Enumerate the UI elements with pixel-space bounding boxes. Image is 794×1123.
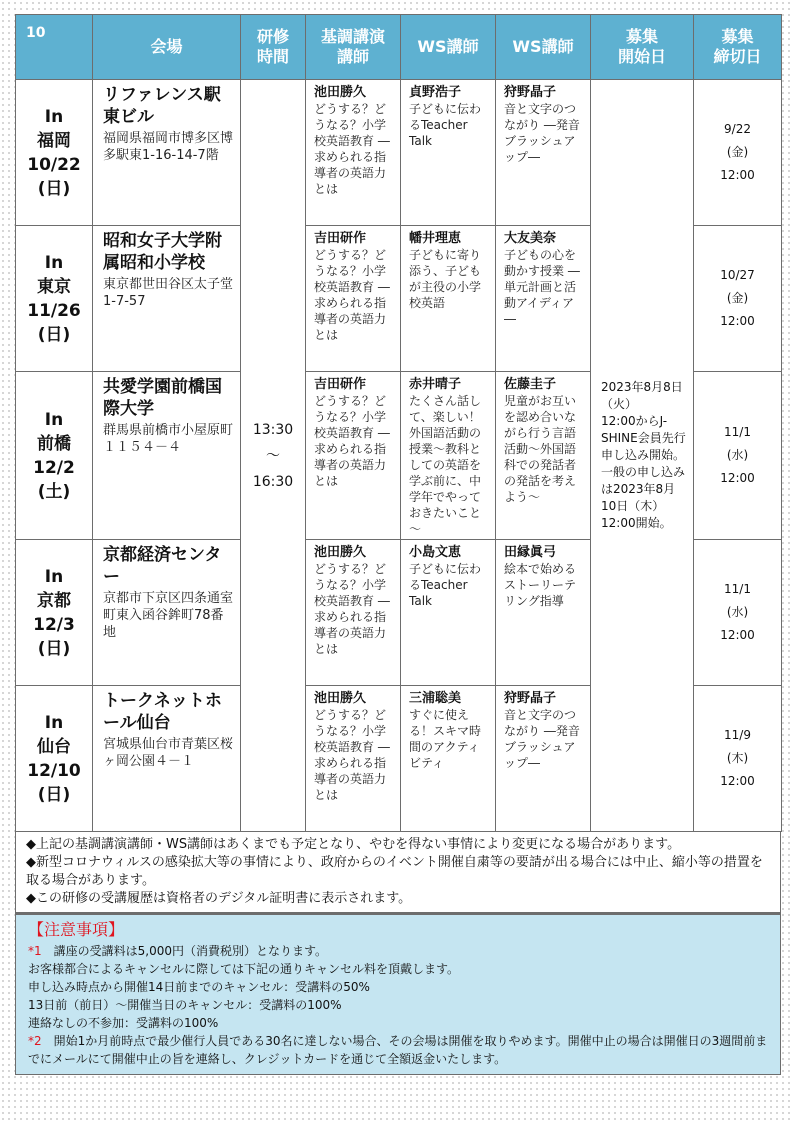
keynote-title: どうする？どうなる？小学校英語教育 ―求められる指導者の英語力とは	[314, 248, 390, 342]
header-start: 募集 開始日	[591, 15, 694, 80]
ws1-speaker: 三浦聡美	[409, 691, 462, 706]
keynote-speaker: 池田勝久	[314, 85, 367, 100]
note-line: ◆この研修の受講履歴は資格者のデジタル証明書に表示されます。	[26, 891, 412, 906]
ws2-speaker: 大友美奈	[504, 231, 557, 246]
venue-cell	[93, 540, 241, 686]
ws2-speaker: 狩野晶子	[504, 85, 557, 100]
ws1-speaker: 貞野浩子	[409, 85, 462, 100]
ws2-cell	[496, 686, 591, 832]
venue-cell	[93, 372, 241, 540]
keynote-speaker: 吉田研作	[314, 231, 367, 246]
caution-text: 講座の受講料は5,000円（消費税別）となります。	[41, 944, 328, 958]
keynote-title: どうする？どうなる？小学校英語教育 ―求められる指導者の英語力とは	[314, 708, 390, 802]
header-deadline: 募集 締切日	[694, 15, 782, 80]
recruit-deadline: 10/27 (金) 12:00	[694, 226, 782, 372]
ws1-speaker: 幡井理恵	[409, 231, 462, 246]
ws1-title: 子どもに伝わるTeacher Talk	[409, 562, 482, 608]
ws2-title: 子どもの心を動かす授業 ―単元計画と活動アイディア―	[504, 248, 580, 326]
ws1-title: たくさん話して、楽しい！外国語活動の授業～教科としての英語を学ぶ前に、中学年でやっておきたいこと～	[409, 394, 482, 536]
schedule-sheet	[15, 14, 781, 1075]
ws2-cell	[496, 540, 591, 686]
footnote-mark: *2	[28, 1034, 42, 1048]
venue-address: 東京都世田谷区太子堂1-7-57	[103, 277, 234, 309]
caution-line: 連絡なしの不参加：受講料の100%	[28, 1016, 219, 1030]
session-place: In 仙台 12/10 (日)	[16, 686, 93, 832]
session-place: In 前橋 12/2 (土)	[16, 372, 93, 540]
keynote-cell	[306, 226, 401, 372]
ws2-title: 音と文字のつながり ―発音ブラッシュアップ―	[504, 708, 580, 770]
venue-name: 京都経済センター	[103, 545, 222, 587]
ws2-speaker: 狩野晶子	[504, 691, 557, 706]
recruit-deadline: 11/1 (水) 12:00	[694, 372, 782, 540]
keynote-speaker: 池田勝久	[314, 691, 367, 706]
caution-line	[28, 1032, 768, 1068]
caution-line: 申し込み時点から開催14日前までのキャンセル：受講料の50%	[28, 980, 370, 994]
caution-box	[15, 913, 781, 1075]
caution-text: 開始1か月前時点で最少催行人員である30名に達しない場合、その会場は開催を取りやめます。開催中止の場合は開催日の3週間前までにメールにて開催中止の旨を連絡し、クレジットカードを通じて全額返金いたします。	[28, 1034, 768, 1066]
header-keynote: 基調講演 講師	[306, 15, 401, 80]
header-ws2: WS講師	[496, 15, 591, 80]
ws1-speaker: 小島文恵	[409, 545, 462, 560]
ws1-cell	[401, 80, 496, 226]
notes-box	[15, 832, 781, 913]
keynote-speaker: 池田勝久	[314, 545, 367, 560]
venue-name: トークネットホール仙台	[103, 691, 222, 733]
note-line: ◆新型コロナウィルスの感染拡大等の事情により、政府からのイベント開催自粛等の要請が出る場合には中止、縮小等の措置を取る場合があります。	[26, 855, 763, 888]
table-header-row	[16, 15, 782, 80]
venue-address: 京都市下京区四条通室町東入函谷鉾町78番地	[103, 591, 234, 640]
caution-title: 【注意事項】	[28, 920, 125, 939]
caution-line: 13日前（前日）～開催当日のキャンセル：受講料の100%	[28, 998, 342, 1012]
ws2-speaker: 佐藤圭子	[504, 377, 557, 392]
venue-cell	[93, 80, 241, 226]
recruit-start: 2023年8月8日（火） 12:00からJ-SHINE会員先行申し込み開始。 一般の申し込みは2023年8月10日（木） 12:00開始。	[591, 80, 694, 832]
header-time: 研修 時間	[241, 15, 306, 80]
keynote-speaker: 吉田研作	[314, 377, 367, 392]
keynote-cell	[306, 372, 401, 540]
ws1-title: 子どもに伝わるTeacher Talk	[409, 102, 482, 148]
venue-name: 共愛学園前橋国際大学	[103, 377, 222, 419]
recruit-deadline: 11/9 (木) 12:00	[694, 686, 782, 832]
ws2-cell	[496, 226, 591, 372]
venue-address: 福岡県福岡市博多区博多駅東1-16-14-7階	[103, 131, 234, 163]
footnote-mark: *1	[28, 944, 42, 958]
ws2-title: 音と文字のつながり ―発音ブラッシュアップ―	[504, 102, 580, 164]
keynote-cell	[306, 80, 401, 226]
ws2-title: 絵本で始めるストーリーテリング指導	[504, 562, 577, 608]
venue-name: リファレンス駅東ビル	[103, 85, 221, 127]
ws1-title: すぐに使える！スキマ時間のアクティビティ	[409, 708, 482, 770]
recruit-deadline: 11/1 (水) 12:00	[694, 540, 782, 686]
session-place: In 福岡 10/22 (日)	[16, 80, 93, 226]
keynote-title: どうする？どうなる？小学校英語教育 ―求められる指導者の英語力とは	[314, 102, 390, 196]
session-place: In 京都 12/3 (日)	[16, 540, 93, 686]
ws1-speaker: 赤井晴子	[409, 377, 462, 392]
note-line: ◆上記の基調講演講師・WS講師はあくまでも予定となり、やむを得ない事情により変更になる場合があります。	[26, 837, 681, 852]
keynote-cell	[306, 686, 401, 832]
header-ws1: WS講師	[401, 15, 496, 80]
session-place: In 東京 11/26 (日)	[16, 226, 93, 372]
ws2-speaker: 田縁眞弓	[504, 545, 557, 560]
header-venue: 会場	[93, 15, 241, 80]
ws1-cell	[401, 540, 496, 686]
ws1-cell	[401, 226, 496, 372]
table-row	[16, 80, 782, 226]
ws2-cell	[496, 372, 591, 540]
caution-line: お客様都合によるキャンセルに際しては下記の通りキャンセル料を頂戴します。	[28, 962, 460, 976]
keynote-title: どうする？どうなる？小学校英語教育 ―求められる指導者の英語力とは	[314, 562, 390, 656]
keynote-cell	[306, 540, 401, 686]
venue-cell	[93, 686, 241, 832]
ws2-cell	[496, 80, 591, 226]
header-number: 10	[16, 15, 93, 80]
venue-cell	[93, 226, 241, 372]
ws1-title: 子どもに寄り添う、子どもが主役の小学校英語	[409, 248, 482, 310]
ws1-cell	[401, 372, 496, 540]
venue-address: 群馬県前橋市小屋原町１１５４－４	[103, 423, 234, 455]
keynote-title: どうする？どうなる？小学校英語教育 ―求められる指導者の英語力とは	[314, 394, 390, 488]
caution-line	[28, 942, 768, 960]
ws1-cell	[401, 686, 496, 832]
venue-name: 昭和女子大学附属昭和小学校	[103, 231, 222, 273]
venue-address: 宮城県仙台市青葉区桜ヶ岡公園４－１	[103, 737, 234, 769]
training-time: 13:30 ～ 16:30	[241, 80, 306, 832]
ws2-title: 児童がお互いを認め合いながら行う言語活動～外国語科での発話者の発話を考えよう～	[504, 394, 577, 504]
schedule-table	[15, 14, 782, 832]
recruit-deadline: 9/22 (金) 12:00	[694, 80, 782, 226]
